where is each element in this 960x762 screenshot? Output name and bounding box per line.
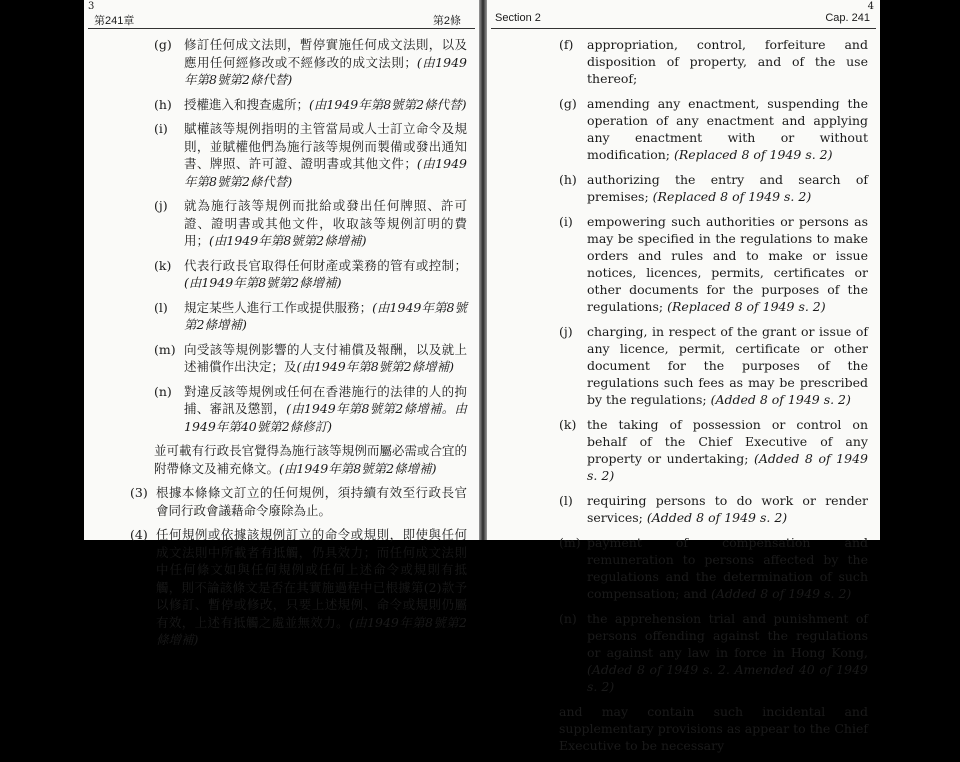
- item-label: (k): [154, 257, 172, 273]
- item-label: (h): [154, 96, 172, 112]
- amendment-note: (由1949年第8號第2條增補): [296, 359, 454, 374]
- item-label: (l): [154, 299, 168, 315]
- right-item-i: [487, 213, 880, 315]
- right-page-number: 4: [867, 1, 874, 12]
- right-item-j: [487, 323, 880, 408]
- item-text: 規定某些人進行工作或提供服務；(由1949年第8號第2條增補): [184, 299, 467, 332]
- amendment-note: (Replaced 8 of 1949 s. 2): [667, 299, 826, 314]
- left-item-g: [84, 36, 479, 89]
- amendment-note: (由1949年第8號第2條代替): [184, 54, 467, 87]
- left-page: [84, 0, 479, 647]
- amendment-note: (由1949年第8號第2條增補): [184, 299, 467, 332]
- left-item-l: [84, 299, 479, 334]
- item-text: requiring persons to do work or render services; (Added 8 of 1949 s. 2): [587, 493, 868, 525]
- item-text: appropriation, control, forfeiture and disposition of property, and of the use thereof;: [587, 37, 868, 86]
- left-header-chapter: 第241章: [94, 15, 135, 27]
- amendment-note: (Added 8 of 1949 s. 2): [710, 586, 852, 601]
- amendment-note: (Added 8 of 1949 s. 2): [587, 451, 868, 483]
- amendment-note: (Added 8 of 1949 s. 2. Amended 40 of 1949 s. 2): [587, 662, 868, 694]
- item-label: (k): [559, 417, 577, 432]
- continuation-text: and may contain such incidental and supplementary provisions as appear to the Chief Executive to be necessary: [559, 704, 868, 753]
- item-label: (j): [154, 198, 168, 213]
- amendment-note: (Added 8 of 1949 s. 2): [710, 392, 851, 407]
- amendment-note: (由1949年第8號第2條代替): [184, 156, 467, 189]
- item-label: (l): [559, 493, 573, 508]
- item-label: (m): [154, 341, 176, 357]
- item-text: empowering such authorities or persons as may be specified in the regulations to make orders and rules and to make or issue notices, licences, permits, certificates or other documents for the purposes of the regulations; (Replaced 8 of 1949 s. 2): [587, 214, 868, 314]
- item-text: 修訂任何成文法則，暫停實施任何成文法則，以及應用任何經修改或不經修改的成文法則；(由1949年第8號第2條代替): [184, 37, 467, 87]
- subsection-text: 根據本條條文訂立的任何規例，須持續有效至行政長官會同行政會議藉命令廢除為止。: [156, 485, 467, 518]
- left-item-k: [84, 257, 479, 292]
- item-label: (n): [154, 383, 172, 399]
- left-subsection-4: [84, 526, 479, 649]
- left-item-m: [84, 341, 479, 376]
- item-text: 就為施行該等規例而批給或發出任何牌照、許可證、證明書或其他文件，收取該等規例訂明的費用；(由1949年第8號第2條增補): [184, 198, 467, 248]
- item-text: 對違反該等規例或任何在香港施行的法律的人的拘捕、審訊及懲罰，(由1949年第8號第2條增補。由1949年第40號第2條修訂): [184, 383, 467, 434]
- amendment-note: (Replaced 8 of 1949 s. 2): [652, 189, 812, 204]
- item-label: (g): [154, 37, 172, 52]
- item-label: (i): [559, 214, 573, 229]
- right-header-chapter: Cap. 241: [825, 12, 870, 24]
- amendment-note: (由1949年第8號第2條代替): [309, 96, 467, 112]
- continuation-text: 並可載有行政長官覺得為施行該等規例而屬必需或合宜的附帶條文及補充條文。(由1949年第8號第2條增補): [154, 443, 467, 476]
- item-text: the apprehension trial and punishment of persons offending against the regulations or against any law in force in Hong Kong, (Added 8 of 1949 s. 2. Amended 40 of 1949 s. 2): [587, 611, 868, 694]
- left-item-n: [84, 383, 479, 436]
- subsection-label: (3): [130, 485, 148, 500]
- item-label: (f): [559, 37, 574, 52]
- item-label: (j): [559, 324, 573, 339]
- amendment-note: (由1949年第8號第2條增補): [156, 614, 467, 647]
- subsection-label: (4): [130, 527, 148, 542]
- item-text: payment of compensation and remuneration to persons affected by the regulations and the determination of such compensation; and (Added 8 of 1949 s. 2): [587, 535, 868, 601]
- item-label: (i): [154, 121, 168, 136]
- item-text: 授權進入和搜查處所；(由1949年第8號第2條代替): [184, 96, 467, 112]
- item-text: authorizing the entry and search of premises; (Replaced 8 of 1949 s. 2): [587, 172, 868, 204]
- subsection-text: 任何規例或依據該規例訂立的命令或規則，即使與任何成文法則中所載者有抵觸，仍具效力；而任何成文法則中任何條文如與任何規例或任何上述命令或規則有抵觸，則不論該條文是否在其實施過程中已根據第(2)款予以修訂、暫停或修改，只要上述規例、命令或規則仍屬有效，上述有抵觸之處並無效力。(由1949年第8號第2條增補): [156, 527, 467, 647]
- left-header-rule: [88, 28, 475, 29]
- book-gutter: [479, 0, 487, 540]
- right-item-l: [487, 492, 880, 526]
- amendment-note: (Replaced 8 of 1949 s. 2): [673, 147, 833, 162]
- right-item-n: [487, 610, 880, 695]
- left-item-i: [84, 120, 479, 190]
- item-label: (n): [559, 611, 577, 626]
- item-text: 向受該等規例影響的人支付補償及報酬，以及就上述補償作出決定；及(由1949年第8號第2條增補): [184, 341, 467, 374]
- left-subsection-3: [84, 484, 479, 519]
- left-item-j: [84, 197, 479, 250]
- left-item-h: [84, 96, 479, 114]
- right-page: [487, 0, 880, 753]
- amendment-note: (由1949年第8號第2條增補。由1949年第40號第2條修訂): [184, 401, 467, 434]
- right-item-k: [487, 416, 880, 484]
- amendment-note: (由1949年第8號第2條增補): [184, 275, 342, 290]
- left-page-number: 3: [88, 1, 95, 12]
- item-text: 代表行政長官取得任何財產或業務的管有或控制；(由1949年第8號第2條增補): [184, 257, 467, 290]
- item-text: charging, in respect of the grant or issue of any licence, permit, certificate or other document for the purposes of the regulations such fees as may be prescribed by the regulations; (Added 8 of 1949 s. 2): [587, 324, 868, 407]
- right-item-f: [487, 36, 880, 87]
- left-header-section: 第2條: [432, 15, 461, 27]
- left-continuation: [84, 442, 479, 477]
- amendment-note: (由1949年第8號第2條增補): [279, 460, 437, 476]
- right-provisions: [487, 36, 880, 762]
- right-continuation: [487, 703, 880, 754]
- left-provisions: [84, 36, 479, 656]
- right-header-section: Section 2: [495, 12, 541, 24]
- item-text: amending any enactment, suspending the operation of any enactment and applying any enactment with or without modification; (Replaced 8 of 1949 s. 2): [587, 96, 868, 162]
- right-item-h: [487, 171, 880, 205]
- right-item-m: [487, 534, 880, 602]
- item-label: (m): [559, 535, 581, 550]
- amendment-note: (由1949年第8號第2條增補): [209, 233, 367, 248]
- item-label: (g): [559, 96, 577, 111]
- amendment-note: (Added 8 of 1949 s. 2): [646, 510, 788, 525]
- item-text: the taking of possession or control on behalf of the Chief Executive of any property or undertaking; (Added 8 of 1949 s. 2): [587, 417, 868, 483]
- item-label: (h): [559, 172, 577, 187]
- right-item-g: [487, 95, 880, 163]
- right-header-rule: [491, 28, 876, 29]
- item-text: 賦權該等規例指明的主管當局或人士訂立命令及規則，並賦權他們為施行該等規例而製備或發出通知書、牌照、許可證、證明書或其他文件；(由1949年第8號第2條代替): [184, 121, 467, 189]
